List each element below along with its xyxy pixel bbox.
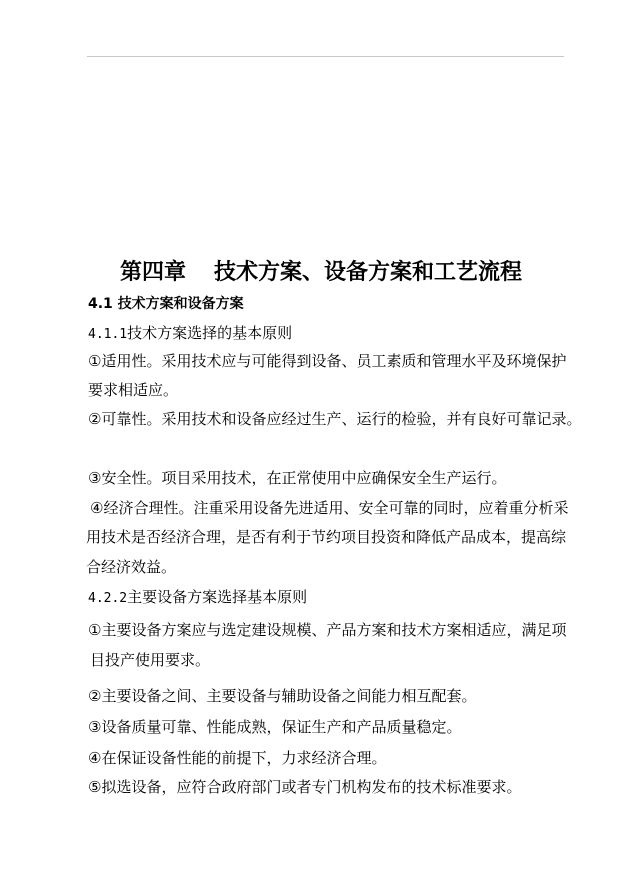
section-heading: 4.1 技术方案和设备方案 <box>88 296 244 312</box>
subsection-heading-2: 4.2.2主要设备方案选择基本原则 <box>88 588 308 606</box>
paragraph-line: ④在保证设备性能的前提下，力求经济合理。 <box>88 749 387 767</box>
subsection-heading-1: 4.1.1技术方案选择的基本原则 <box>88 324 293 342</box>
paragraph-line: ②可靠性。采用技术和设备应经过生产、运行的检验，并有良好可靠记录。 <box>88 410 582 428</box>
chapter-title-text: 技术方案、设备方案和工艺流程 <box>214 259 523 285</box>
paragraph-line: 合经济效益。 <box>86 558 177 576</box>
paragraph-line: ①主要设备方案应与选定建设规模、产品方案和技术方案相适应，满足项 <box>88 621 567 639</box>
chapter-title <box>120 258 522 286</box>
paragraph-line: 目投产使用要求。 <box>90 651 211 669</box>
paragraph-line: ③设备质量可靠、性能成熟，保证生产和产品质量稳定。 <box>88 718 462 736</box>
paragraph-line: 用技术是否经济合理，是否有利于节约项目投资和降低产品成本，提高综 <box>86 528 567 546</box>
paragraph-line: ④经济合理性。注重采用设备先进适用、安全可靠的同时，应着重分析采 <box>90 499 569 517</box>
paragraph-line: ③安全性。项目采用技术，在正常使用中应确保安全生产运行。 <box>88 469 507 487</box>
chapter-number: 第四章 <box>120 259 187 285</box>
paragraph-line: ①适用性。采用技术应与可能得到设备、员工素质和管理水平及环境保护 <box>88 352 567 370</box>
header-rule <box>87 56 564 57</box>
paragraph-line: 要求相适应。 <box>88 381 179 399</box>
paragraph-line: ②主要设备之间、主要设备与辅助设备之间能力相互配套。 <box>88 687 477 705</box>
paragraph-line: ⑤拟选设备，应符合政府部门或者专门机构发布的技术标准要求。 <box>88 778 522 796</box>
